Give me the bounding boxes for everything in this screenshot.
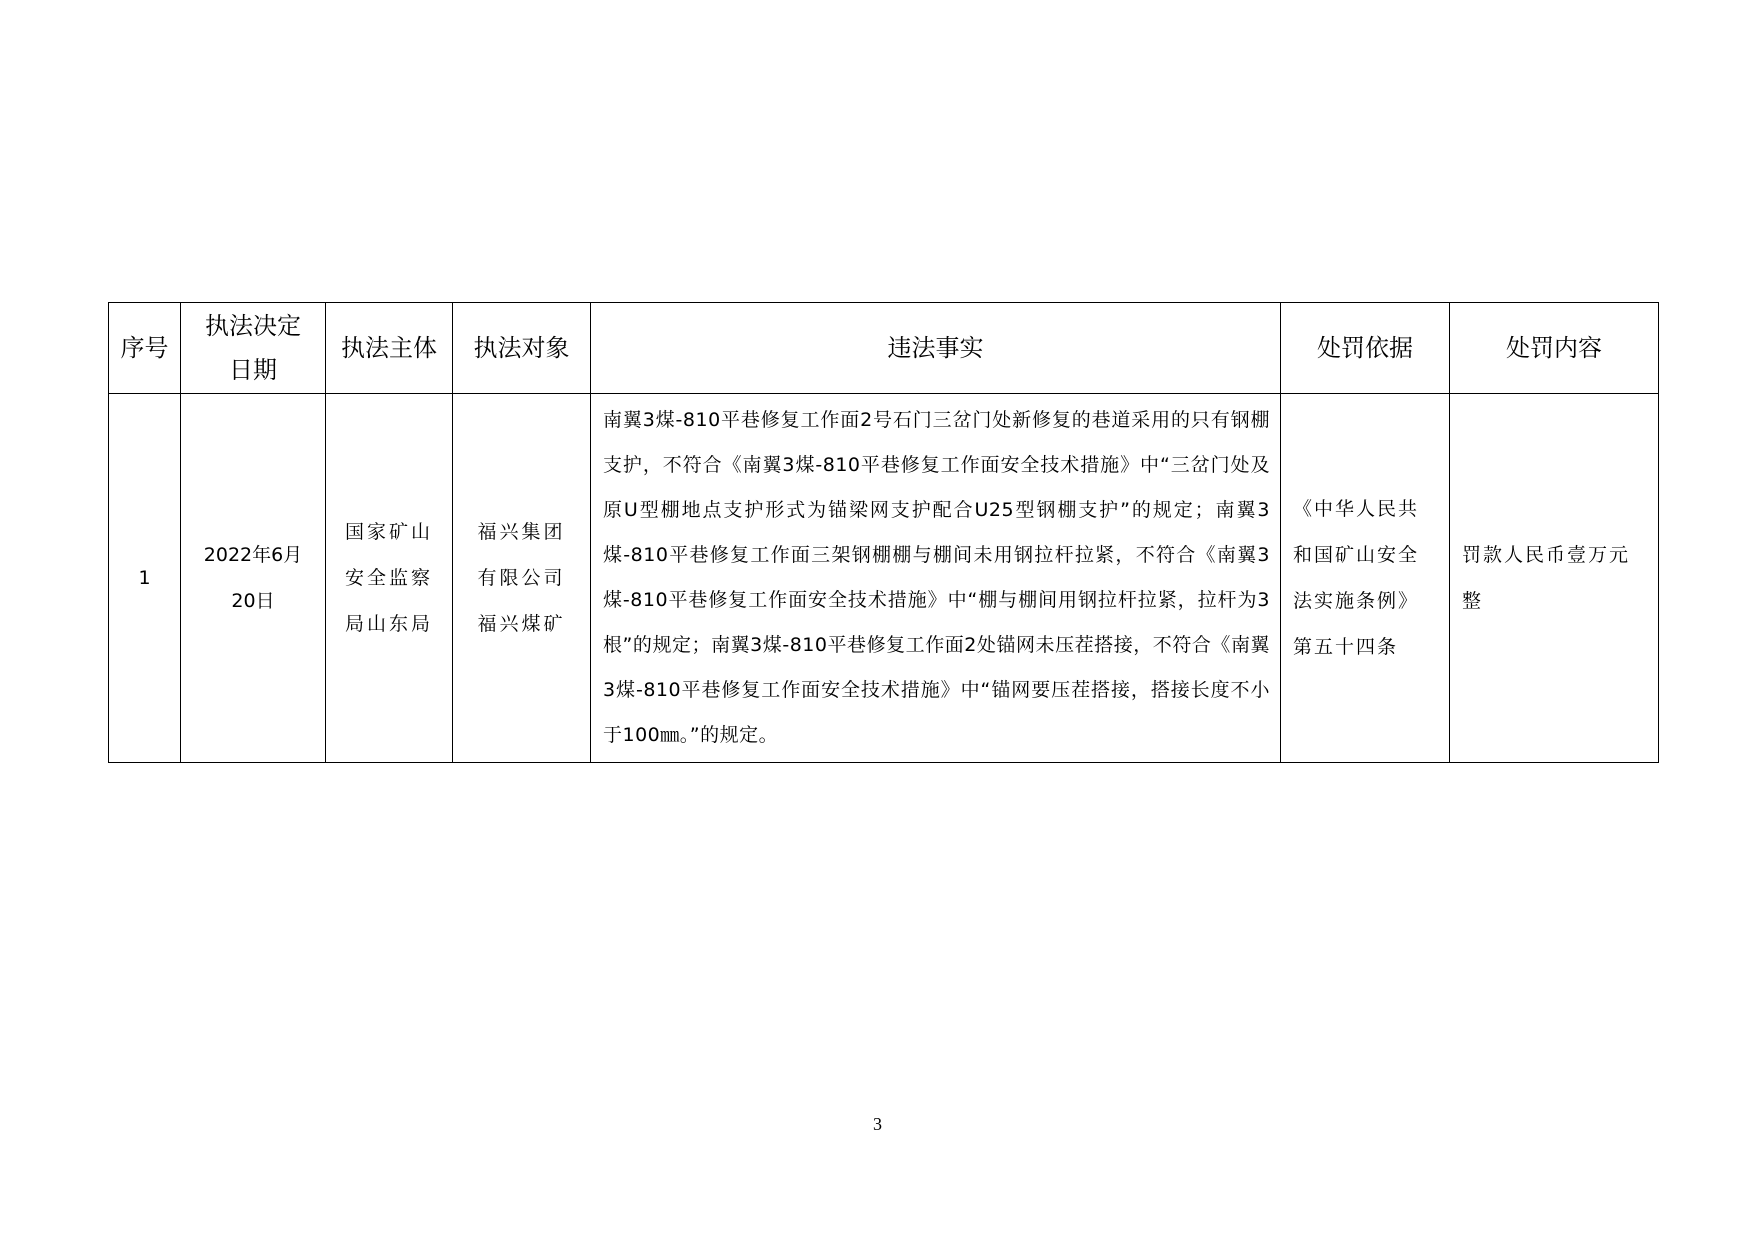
cell-enforcer-text: 国家矿山安全监察局山东局 [344, 521, 433, 635]
table-header-row [109, 303, 1659, 394]
header-enforcer: 执法主体 [326, 303, 453, 394]
cell-facts: 南翼3煤-810平巷修复工作面2号石门三岔门处新修复的巷道采用的只有钢棚支护，不符合《南翼3煤-810平巷修复工作面安全技术措施》中“三岔门处及原U型棚地点支护形式为锚梁网支护配合U25型钢棚支护”的规定；南翼3煤-810平巷修复工作面三架钢棚棚与棚间未用钢拉杆拉紧，不符合《南翼3煤-810平巷修复工作面安全技术措施》中“棚与棚间用钢拉杆拉紧，拉杆为3根”的规定；南翼3煤-810平巷修复工作面2处锚网未压茬搭接，不符合《南翼3煤-810平巷修复工作面安全技术措施》中“锚网要压茬搭接，搭接长度不小于100㎜。”的规定。 [591, 394, 1281, 763]
enforcement-record-table [108, 302, 1659, 763]
cell-target-text: 福兴集团有限公司福兴煤矿 [477, 521, 566, 635]
header-target: 执法对象 [453, 303, 591, 394]
header-basis: 处罚依据 [1281, 303, 1450, 394]
cell-enforcer [326, 394, 453, 763]
header-decision-date-label: 执法决定日期 [205, 312, 301, 384]
header-decision-date [181, 303, 326, 394]
header-penalty: 处罚内容 [1450, 303, 1659, 394]
cell-penalty: 罚款人民币壹万元整 [1450, 394, 1659, 763]
header-index: 序号 [109, 303, 181, 394]
cell-index: 1 [109, 394, 181, 763]
cell-target [453, 394, 591, 763]
cell-decision-date [181, 394, 326, 763]
cell-decision-date-text: 2022年6月20日 [203, 544, 303, 612]
table-row [109, 394, 1659, 763]
page-number: 3 [873, 1114, 882, 1134]
header-facts: 违法事实 [591, 303, 1281, 394]
cell-basis: 《中华人民共和国矿山安全法实施条例》第五十四条 [1281, 394, 1450, 763]
